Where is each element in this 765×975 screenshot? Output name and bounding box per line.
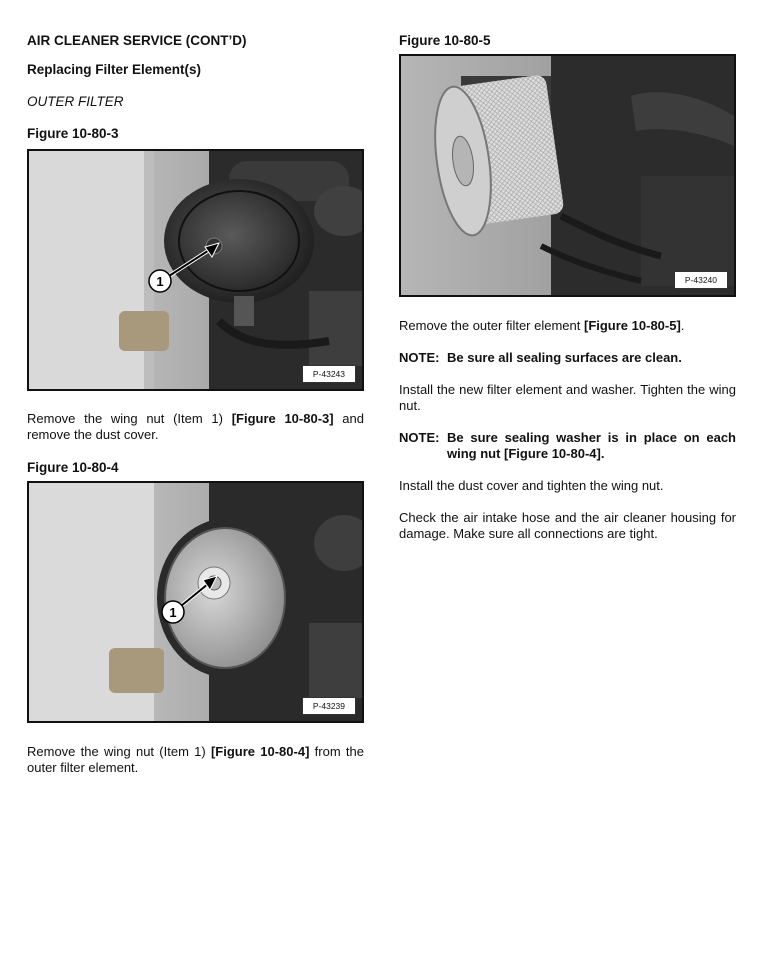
paragraph-install-dust-cover: Install the dust cover and tighten the wing nut.	[399, 478, 664, 493]
callout-1: 1	[169, 605, 177, 620]
paragraph-remove-wing-nut-1: Remove the wing nut (Item 1) [Figure 10-80-3] and remove the dust cover.	[27, 411, 364, 442]
air-cleaner-photo-dust-cover	[29, 151, 362, 389]
figure-photo-10-80-3	[27, 149, 364, 391]
note-label: NOTE:	[399, 430, 440, 445]
subheading: OUTER FILTER	[27, 94, 124, 109]
outer-filter-removal-photo	[401, 56, 734, 295]
figure-label-1: Figure 10-80-3	[27, 126, 119, 141]
photo-code: P-43239	[302, 697, 356, 715]
photo-code: P-43243	[302, 365, 356, 383]
paragraph-remove-outer-filter: Remove the outer filter element [Figure 10-80-5].	[399, 318, 685, 333]
paragraph-check-air-intake: Check the air intake hose and the air cleaner housing for damage. Make sure all connections are tight.	[399, 510, 736, 541]
subsection-title: Replacing Filter Element(s)	[27, 62, 202, 77]
paragraph-remove-wing-nut-2: Remove the wing nut (Item 1) [Figure 10-80-4] from the outer filter element.	[27, 744, 364, 775]
section-title: AIR CLEANER SERVICE (CONT’D)	[27, 33, 247, 48]
figure-label-3: Figure 10-80-5	[399, 33, 491, 48]
air-cleaner-photo-filter-element	[29, 483, 362, 721]
note-text: Be sure sealing washer is in place on each wing nut [Figure 10-80-4].	[447, 430, 736, 461]
figure-photo-10-80-4	[27, 481, 364, 723]
note-label: NOTE:	[399, 350, 440, 365]
note-sealing-washer	[399, 430, 736, 462]
figure-photo-10-80-5	[399, 54, 736, 297]
photo-code: P-43240	[674, 271, 728, 289]
figure-label-2: Figure 10-80-4	[27, 460, 119, 475]
callout-1: 1	[156, 274, 164, 289]
note-text: Be sure all sealing surfaces are clean.	[447, 350, 682, 365]
note-sealing-surfaces	[399, 350, 736, 366]
paragraph-install-new-filter: Install the new filter element and washer. Tighten the wing nut.	[399, 382, 736, 413]
